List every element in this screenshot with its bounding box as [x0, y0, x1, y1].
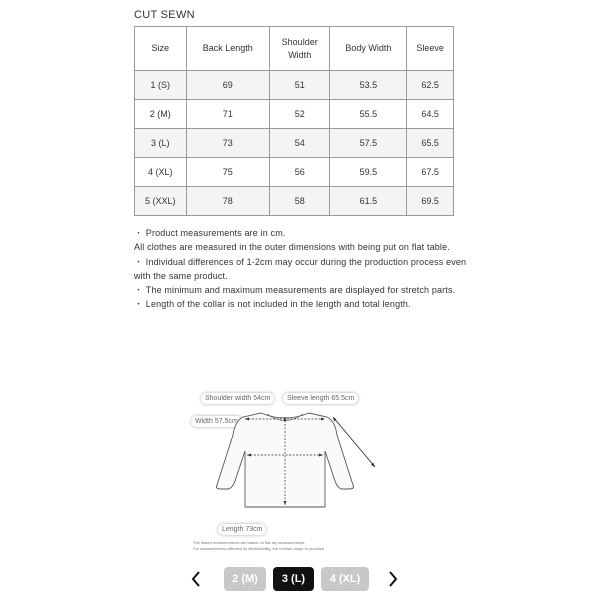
size-option-l-button[interactable]: 3 (L) [273, 567, 314, 591]
cell-size: 1 (S) [135, 71, 187, 100]
page-title: CUT SEWN [134, 9, 195, 21]
width-label: Width 57.5cm [195, 418, 238, 425]
next-arrow-icon[interactable] [385, 567, 401, 591]
cell-shoulder-width: 56 [269, 158, 330, 187]
note-item: All clothes are measured in the outer dimensions with being put on flat table. [134, 242, 450, 253]
cell-sleeve: 62.5 [407, 71, 454, 100]
diagram-footnote: For measurements affected by stretchability, the median range is provided [193, 546, 325, 551]
cell-size: 4 (XL) [135, 158, 187, 187]
cell-back-length: 73 [186, 129, 269, 158]
length-label: Length 73cm [222, 526, 262, 533]
size-option-xl-button[interactable]: 4 (XL) [321, 567, 369, 591]
cell-sleeve: 65.5 [407, 129, 454, 158]
cell-shoulder-width: 51 [269, 71, 330, 100]
garment-diagram [185, 387, 385, 555]
cell-back-length: 78 [186, 187, 269, 216]
cell-size: 5 (XXL) [135, 187, 187, 216]
cell-shoulder-width: 54 [269, 129, 330, 158]
table-row [135, 158, 454, 187]
header-shoulder-width: Shoulder Width [269, 27, 330, 71]
note-item: ・ Product measurements are in cm. [134, 228, 286, 238]
cell-back-length: 75 [186, 158, 269, 187]
cell-shoulder-width: 58 [269, 187, 330, 216]
cell-body-width: 53.5 [330, 71, 407, 100]
cell-sleeve: 69.5 [407, 187, 454, 216]
table-row [135, 100, 454, 129]
table-row [135, 129, 454, 158]
note-item: ・ Length of the collar is not included in the length and total length. [134, 299, 411, 310]
cell-size: 3 (L) [135, 129, 187, 158]
shoulder-width-label: Shoulder width 54cm [205, 395, 270, 402]
cell-size: 2 (M) [135, 100, 187, 129]
table-row [135, 71, 454, 100]
note-item: ・ Individual differences of 1-2cm may occur during the production process even with the same product. [134, 256, 467, 281]
sleeve-length-label: Sleeve length 65.5cm [287, 395, 354, 402]
cell-body-width: 59.5 [330, 158, 407, 187]
header-size: Size [135, 27, 187, 71]
shirt-outline-icon [185, 387, 385, 555]
cell-sleeve: 64.5 [407, 100, 454, 129]
cell-shoulder-width: 52 [269, 100, 330, 129]
cell-body-width: 61.5 [330, 187, 407, 216]
size-pager [0, 567, 600, 591]
header-back-length: Back Length [186, 27, 269, 71]
note-item: ・ The minimum and maximum measurements are displayed for stretch parts. [134, 285, 456, 296]
cell-sleeve: 67.5 [407, 158, 454, 187]
diagram-footnote: The stated measurements are based on flat-lay measurements. [193, 540, 306, 545]
prev-arrow-icon[interactable] [188, 567, 204, 591]
measurement-notes [134, 226, 474, 312]
cell-body-width: 55.5 [330, 100, 407, 129]
size-table [134, 26, 454, 216]
size-option-m-button[interactable]: 2 (M) [224, 567, 266, 591]
cell-back-length: 69 [186, 71, 269, 100]
header-body-width: Body Width [330, 27, 407, 71]
table-row [135, 187, 454, 216]
table-header-row [135, 27, 454, 71]
header-sleeve: Sleeve [407, 27, 454, 71]
cell-back-length: 71 [186, 100, 269, 129]
cell-body-width: 57.5 [330, 129, 407, 158]
